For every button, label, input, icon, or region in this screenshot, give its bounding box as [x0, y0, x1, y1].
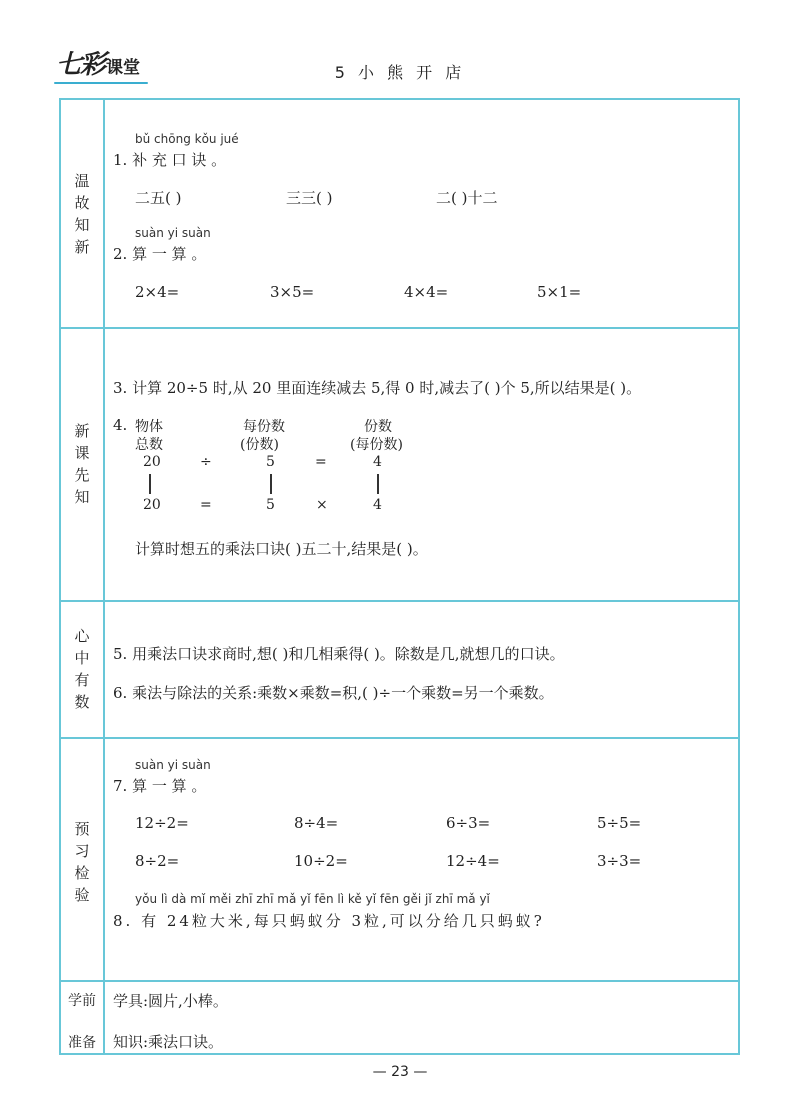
q4-row2-value: 20 — [143, 497, 161, 513]
q1-title: 1. 补 充 口 诀 。 — [113, 151, 227, 169]
prep-knowledge: 知识:乘法口诀。 — [113, 1033, 224, 1051]
brand-logo-sub: 课堂 — [106, 58, 141, 78]
q4-col3-header-1: 份数 — [364, 419, 392, 435]
brand-logo-main: 七彩 — [56, 50, 105, 80]
section-label-review: 温 故 知 新 — [74, 172, 90, 256]
section-label-mind: 心 中 有 数 — [74, 627, 90, 711]
q4-row2-operator: × — [316, 497, 328, 513]
q4-connector — [377, 474, 379, 494]
q4-col3-header-2: (每份数) — [350, 437, 403, 453]
section-label-new-lesson: 新 课 先 知 — [74, 422, 90, 506]
q4-row2-operator: = — [200, 497, 212, 513]
q4-row2-value: 4 — [373, 497, 382, 513]
q2-pinyin: suàn yi suàn — [135, 226, 211, 240]
q4-sentence: 计算时想五的乘法口诀( )五二十,结果是( )。 — [135, 540, 428, 558]
section-divider — [59, 600, 740, 602]
q7-item: 6÷3= — [446, 814, 491, 832]
q4-row1-value: 4 — [373, 454, 382, 470]
q2-item: 3×5= — [270, 283, 315, 301]
q1-pinyin: bǔ chōng kǒu jué — [135, 132, 239, 146]
q8-text: 8. 有 24粒大米,每只蚂蚁分 3粒,可以分给几只蚂蚁? — [113, 912, 545, 930]
page-title: 5 小 熊 开 店 — [334, 63, 466, 82]
q7-item: 10÷2= — [294, 852, 348, 870]
q7-item: 8÷2= — [135, 852, 180, 870]
section-divider — [59, 737, 740, 739]
q2-item: 5×1= — [537, 283, 582, 301]
q8-pinyin: yǒu lì dà mǐ měi zhī zhī mǎ yǐ fēn lì kě yǐ fēn gěi jǐ zhī mǎ yǐ — [135, 892, 490, 906]
q4-number: 4. — [113, 416, 128, 434]
q4-connector — [149, 474, 151, 494]
q4-row1-value: 20 — [143, 454, 161, 470]
q4-col2-header-2: (份数) — [240, 437, 279, 453]
section-label-preview: 预 习 检 验 — [74, 820, 90, 904]
q1-item: 二五( ) — [135, 189, 182, 207]
q7-item: 3÷3= — [597, 852, 642, 870]
q6-text: 6. 乘法与除法的关系:乘数×乘数=积,( )÷一个乘数=另一个乘数。 — [113, 684, 554, 702]
q4-col1-header-1: 物体 — [135, 419, 163, 435]
q1-item: 三三( ) — [286, 189, 333, 207]
section-label-prep-1: 学前 — [68, 993, 96, 1009]
section-label-prep-2: 准备 — [68, 1035, 96, 1051]
q2-item: 2×4= — [135, 283, 180, 301]
q2-title: 2. 算 一 算 。 — [113, 245, 207, 263]
q5-text: 5. 用乘法口诀求商时,想( )和几相乘得( )。除数是几,就想几的口诀。 — [113, 645, 565, 663]
q2-item: 4×4= — [404, 283, 449, 301]
q4-row1-operator: ÷ — [200, 454, 212, 470]
section-divider — [59, 327, 740, 329]
q7-title: 7. 算 一 算 。 — [113, 777, 207, 795]
q4-row1-operator: = — [315, 454, 327, 470]
q1-item: 二( )十二 — [436, 189, 498, 207]
q4-col2-header-1: 每份数 — [243, 419, 285, 435]
q4-connector — [270, 474, 272, 494]
prep-tools: 学具:圆片,小棒。 — [113, 992, 228, 1010]
page-number: — 23 — — [372, 1064, 428, 1080]
q7-item: 8÷4= — [294, 814, 339, 832]
q4-row1-value: 5 — [266, 454, 275, 470]
q3-text: 3. 计算 20÷5 时,从 20 里面连续减去 5,得 0 时,减去了( )个 5,所以结果是( )。 — [113, 379, 642, 397]
q7-item: 12÷2= — [135, 814, 189, 832]
q4-col1-header-2: 总数 — [135, 437, 163, 453]
q4-row2-value: 5 — [266, 497, 275, 513]
q7-item: 12÷4= — [446, 852, 500, 870]
q7-pinyin: suàn yi suàn — [135, 758, 211, 772]
q7-item: 5÷5= — [597, 814, 642, 832]
section-divider — [59, 980, 740, 982]
